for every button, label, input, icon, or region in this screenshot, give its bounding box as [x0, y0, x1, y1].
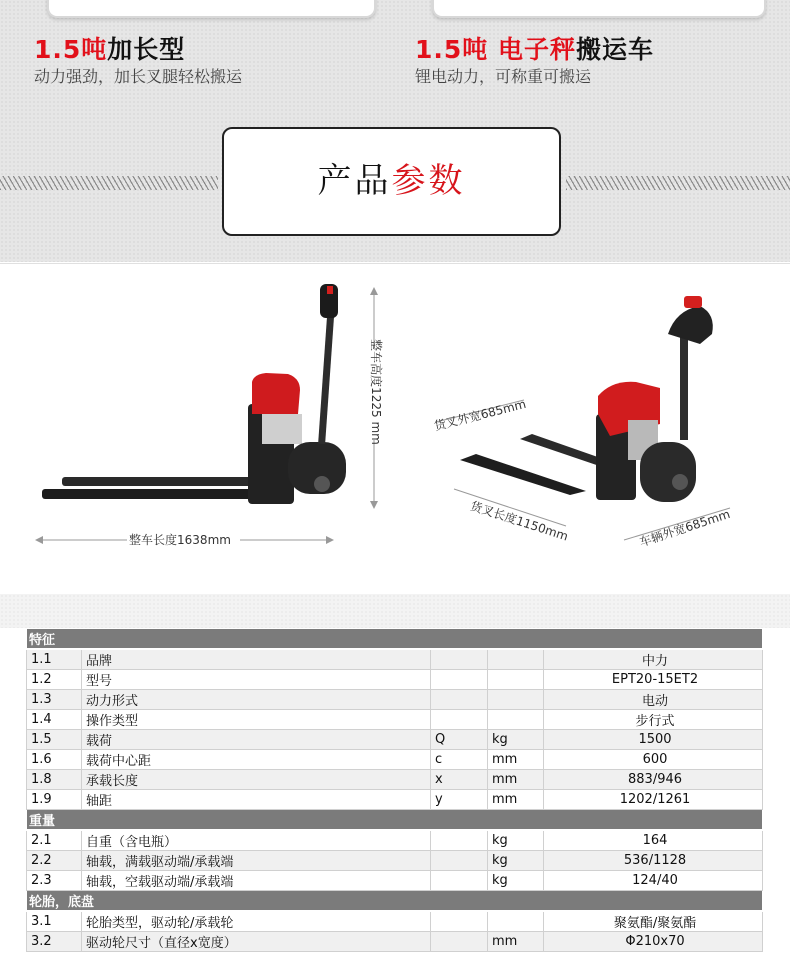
spec-row [27, 690, 763, 710]
spec-cell-value: 164 [544, 830, 763, 851]
spec-cell-name: 动力形式 [82, 690, 431, 710]
spec-cell-value: 600 [544, 750, 763, 770]
spec-cell-no: 2.1 [27, 830, 82, 851]
spec-cell-name: 轴载，空载驱动端/承载端 [82, 871, 431, 891]
spec-cell-sym [431, 710, 488, 730]
spec-row [27, 730, 763, 750]
spec-cell-value: 124/40 [544, 871, 763, 891]
feature-title [34, 35, 242, 65]
decorative-hatch-left [0, 176, 218, 190]
spec-cell-value: EPT20-15ET2 [544, 670, 763, 690]
spec-cell-name: 品牌 [82, 649, 431, 670]
spec-cell-no: 3.2 [27, 932, 82, 952]
feature-left [34, 35, 242, 87]
spec-cell-sym [431, 932, 488, 952]
product-image-card [432, 0, 766, 18]
spec-cell-value: 电动 [544, 690, 763, 710]
spec-cell-unit: mm [488, 770, 544, 790]
feature-subtitle: 锂电动力，可称重可搬运 [415, 67, 592, 86]
spec-cell-no: 1.2 [27, 670, 82, 690]
spec-cell-value: 聚氨酯/聚氨酯 [544, 911, 763, 932]
spec-cell-sym [431, 690, 488, 710]
feature-banner [0, 0, 790, 262]
spec-row [27, 750, 763, 770]
product-image-card [47, 0, 376, 18]
spec-cell-unit: kg [488, 851, 544, 871]
spec-row [27, 790, 763, 810]
spec-row [27, 710, 763, 730]
spec-cell-unit [488, 710, 544, 730]
spec-cell-unit: kg [488, 730, 544, 750]
feature-right [415, 35, 654, 87]
feature-subtitle: 动力强劲，加长叉腿轻松搬运 [34, 67, 243, 86]
spec-row [27, 649, 763, 670]
spec-cell-no: 1.9 [27, 790, 82, 810]
spec-cell-value: Φ210x70 [544, 932, 763, 952]
spec-cell-unit [488, 911, 544, 932]
spec-cell-sym [431, 830, 488, 851]
spec-row [27, 670, 763, 690]
spec-cell-no: 1.1 [27, 649, 82, 670]
spec-cell-no: 2.3 [27, 871, 82, 891]
dim-label-height: 整车高度1225 mm [369, 339, 383, 445]
pallet-truck-perspective-view [460, 296, 713, 502]
decorative-hatch-right [566, 176, 790, 190]
spec-cell-name: 轴载，满载驱动端/承载端 [82, 851, 431, 871]
spec-cell-unit: kg [488, 871, 544, 891]
spec-cell-unit: mm [488, 750, 544, 770]
spec-row [27, 830, 763, 851]
section-heading-box [222, 127, 561, 236]
dim-label-fork-length: 货叉长度1150mm [468, 498, 570, 544]
spec-row [27, 911, 763, 932]
spec-section-title: 特征 [27, 629, 763, 650]
spec-cell-name: 载荷 [82, 730, 431, 750]
dim-label-fork-width: 货叉外宽685mm [432, 396, 528, 434]
spec-row [27, 871, 763, 891]
spec-cell-no: 3.1 [27, 911, 82, 932]
spec-cell-unit [488, 670, 544, 690]
pallet-truck-side-view [42, 284, 346, 504]
spec-cell-value: 536/1128 [544, 851, 763, 871]
spec-cell-no: 1.3 [27, 690, 82, 710]
feature-title-text: 搬运车 [576, 35, 655, 64]
spec-section-header [27, 810, 763, 831]
decorative-band [0, 594, 790, 628]
dim-label-length: 整车长度1638mm [129, 533, 231, 547]
spec-row [27, 851, 763, 871]
spec-cell-sym [431, 649, 488, 670]
spec-cell-no: 1.5 [27, 730, 82, 750]
spec-cell-value: 883/946 [544, 770, 763, 790]
dimension-diagram [0, 263, 790, 595]
spec-cell-name: 轮胎类型，驱动轮/承载轮 [82, 911, 431, 932]
spec-cell-sym: Q [431, 730, 488, 750]
spec-cell-value: 1202/1261 [544, 790, 763, 810]
dimension-drawing [0, 264, 790, 594]
spec-cell-no: 2.2 [27, 851, 82, 871]
spec-cell-sym: x [431, 770, 488, 790]
spec-cell-value: 1500 [544, 730, 763, 750]
spec-section-header [27, 891, 763, 912]
spec-cell-name: 操作类型 [82, 710, 431, 730]
spec-cell-value: 中力 [544, 649, 763, 670]
spec-cell-value: 步行式 [544, 710, 763, 730]
spec-section-header [27, 629, 763, 650]
spec-cell-unit: mm [488, 790, 544, 810]
feature-title-highlight: 1.5吨 [34, 35, 108, 64]
spec-cell-unit: mm [488, 932, 544, 952]
spec-table-body [27, 629, 763, 952]
spec-cell-sym: y [431, 790, 488, 810]
spec-cell-name: 自重（含电瓶） [82, 830, 431, 851]
feature-title [415, 35, 654, 65]
spec-cell-sym [431, 911, 488, 932]
spec-table [26, 628, 763, 952]
section-heading-highlight: 参数 [391, 161, 466, 201]
spec-cell-sym [431, 871, 488, 891]
spec-section-title: 轮胎，底盘 [27, 891, 763, 912]
spec-cell-unit: kg [488, 830, 544, 851]
spec-cell-no: 1.6 [27, 750, 82, 770]
spec-cell-unit [488, 690, 544, 710]
spec-cell-sym: c [431, 750, 488, 770]
feature-title-text: 加长型 [107, 35, 186, 64]
section-heading-text: 产品 [317, 161, 392, 201]
spec-cell-name: 承载长度 [82, 770, 431, 790]
spec-cell-name: 载荷中心距 [82, 750, 431, 770]
spec-cell-name: 型号 [82, 670, 431, 690]
spec-row [27, 770, 763, 790]
spec-cell-no: 1.8 [27, 770, 82, 790]
spec-row [27, 932, 763, 952]
spec-section-title: 重量 [27, 810, 763, 831]
spec-cell-sym [431, 670, 488, 690]
spec-cell-name: 轴距 [82, 790, 431, 810]
spec-cell-name: 驱动轮尺寸（直径x宽度） [82, 932, 431, 952]
feature-title-highlight: 1.5吨 电子秤 [415, 35, 576, 64]
spec-cell-no: 1.4 [27, 710, 82, 730]
dim-label-vehicle-width: 车辆外宽685mm [637, 506, 732, 550]
spec-cell-unit [488, 649, 544, 670]
spec-cell-sym [431, 851, 488, 871]
